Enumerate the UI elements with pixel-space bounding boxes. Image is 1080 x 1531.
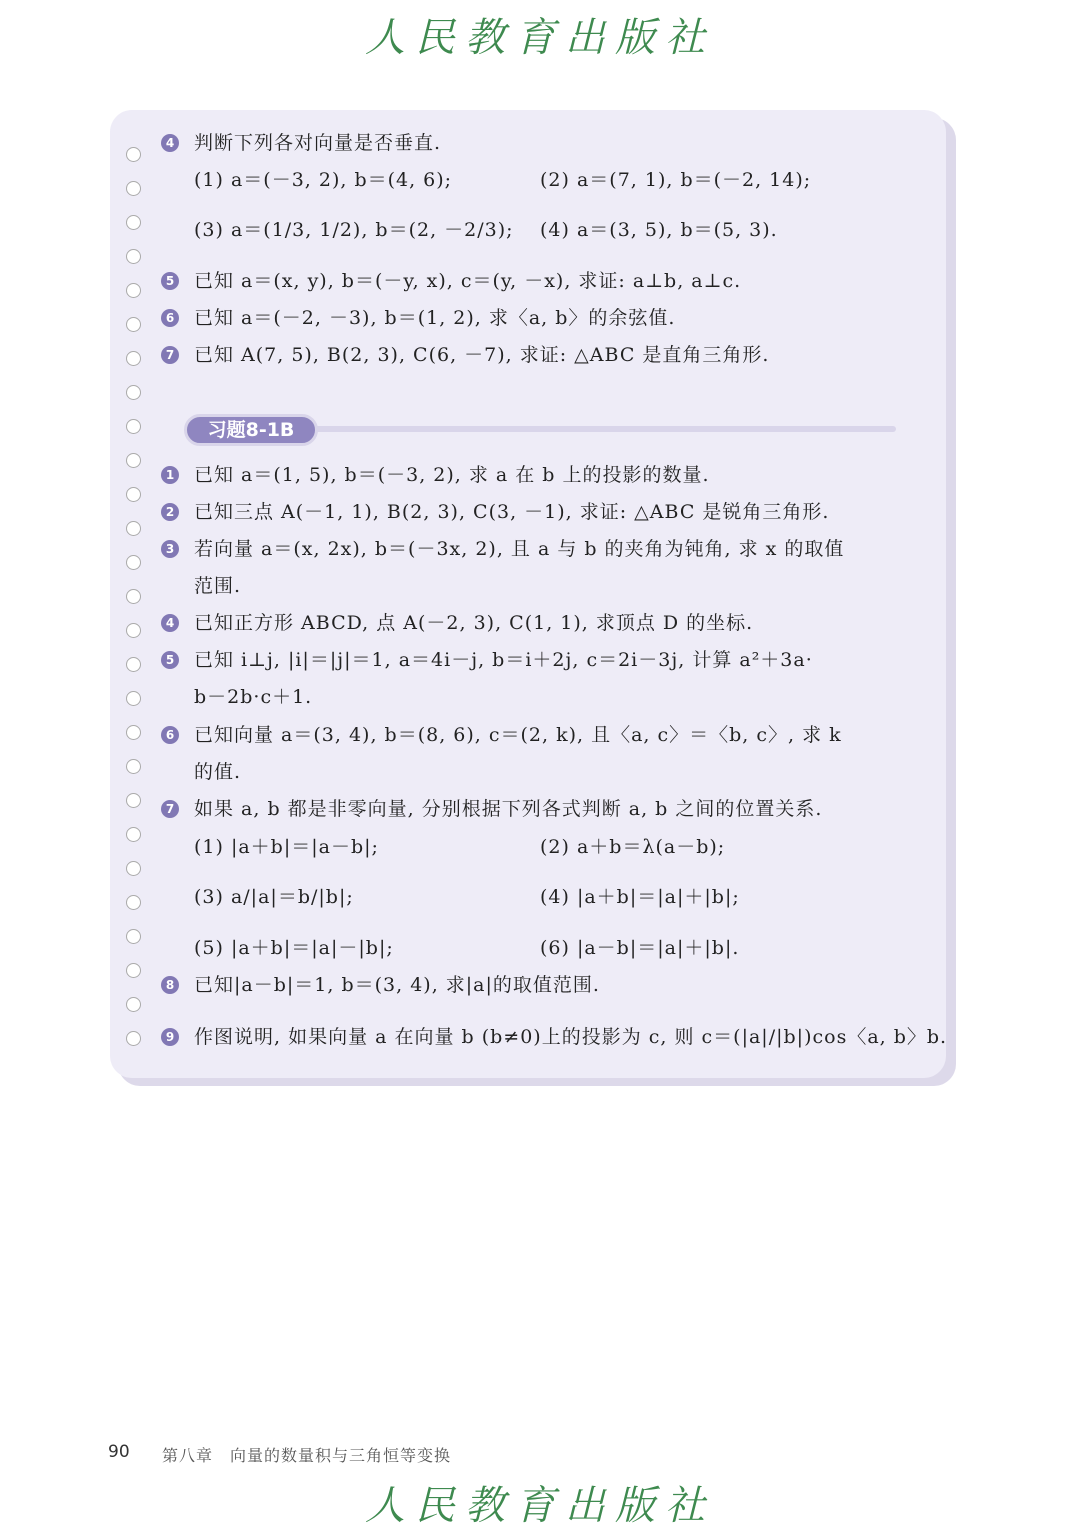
binder-ring (126, 283, 141, 298)
exercise-item: 已知 a＝(x, y), b＝(－y, x), c＝(y, －x), 求证: a⊥b, a⊥c. (194, 270, 742, 292)
sub-item: (1) |a＋b|＝|a－b|; (194, 836, 379, 858)
exercise-item: 已知 A(7, 5), B(2, 3), C(6, －7), 求证: △ABC 是直角三角形. (194, 344, 770, 366)
sub-item: (5) |a＋b|＝|a|－|b|; (194, 937, 394, 959)
binder-ring (126, 215, 141, 230)
exercise-item: 已知 i⊥j, |i|＝|j|＝1, a＝4i－j, b＝i＋2j, c＝2i－3j, 计算 a²＋3a· (194, 649, 813, 671)
item-number-badge: 6 (161, 726, 179, 744)
binder-ring (126, 691, 141, 706)
exercise-item: 已知 a＝(1, 5), b＝(－3, 2), 求 a 在 b 上的投影的数量. (194, 464, 710, 486)
exercise-item: 判断下列各对向量是否垂直. (194, 132, 442, 154)
binder-ring (126, 249, 141, 264)
item-number-badge: 5 (161, 272, 179, 290)
publisher-logo-top: 人民教育出版社 (365, 15, 715, 61)
sub-item: (2) a＋b＝λ(a－b); (540, 836, 726, 858)
binder-ring (126, 521, 141, 536)
publisher-logo-bottom: 人民教育出版社 (365, 1483, 715, 1529)
binder-ring (126, 1031, 141, 1046)
binder-ring (126, 827, 141, 842)
item-number-badge: 2 (161, 503, 179, 521)
sub-item: (2) a＝(7, 1), b＝(－2, 14); (540, 169, 812, 191)
item-number-badge: 5 (161, 651, 179, 669)
binder-ring (126, 385, 141, 400)
exercise-item: 若向量 a＝(x, 2x), b＝(－3x, 2), 且 a 与 b 的夹角为钝角, 求 x 的取值 (194, 538, 845, 560)
binder-ring (126, 419, 141, 434)
exercise-item: 已知|a－b|＝1, b＝(3, 4), 求|a|的取值范围. (194, 974, 600, 996)
section-title: 习题8-1B (184, 414, 318, 446)
item-number-badge: 9 (161, 1028, 179, 1046)
binder-ring (126, 317, 141, 332)
binder-ring (126, 453, 141, 468)
binder-ring (126, 929, 141, 944)
sub-item: (4) a＝(3, 5), b＝(5, 3). (540, 219, 778, 241)
exercise-item: 已知三点 A(－1, 1), B(2, 3), C(3, －1), 求证: △ABC 是锐角三角形. (194, 501, 830, 523)
binder-ring (126, 759, 141, 774)
binder-ring (126, 351, 141, 366)
item-number-badge: 6 (161, 309, 179, 327)
sub-item: (3) a/|a|＝b/|b|; (194, 886, 354, 908)
exercise-item: 已知向量 a＝(3, 4), b＝(8, 6), c＝(2, k), 且〈a, c〉＝〈b, c〉, 求 k (194, 724, 842, 746)
binder-ring (126, 623, 141, 638)
exercise-item-continuation: b－2b·c＋1. (194, 686, 313, 708)
exercise-item: 作图说明, 如果向量 a 在向量 b (b≠0)上的投影为 c, 则 c＝(|a|/|b|)cos〈a, b〉b. (194, 1026, 948, 1048)
binder-ring (126, 895, 141, 910)
exercise-item-continuation: 的值. (194, 761, 242, 783)
item-number-badge: 4 (161, 134, 179, 152)
item-number-badge: 7 (161, 800, 179, 818)
sub-item: (1) a＝(－3, 2), b＝(4, 6); (194, 169, 453, 191)
item-number-badge: 8 (161, 976, 179, 994)
sub-item: (3) a＝(1/3, 1/2), b＝(2, －2/3); (194, 219, 514, 241)
binder-ring (126, 181, 141, 196)
sub-item: (6) |a－b|＝|a|＋|b|. (540, 937, 740, 959)
chapter-title: 第八章 向量的数量积与三角恒等变换 (162, 1446, 452, 1465)
binder-ring (126, 147, 141, 162)
exercise-item-continuation: 范围. (194, 575, 242, 597)
binder-ring (126, 963, 141, 978)
item-number-badge: 1 (161, 466, 179, 484)
sub-item: (4) |a＋b|＝|a|＋|b|; (540, 886, 740, 908)
binder-ring (126, 657, 141, 672)
binder-ring (126, 555, 141, 570)
binder-ring (126, 725, 141, 740)
exercise-item: 如果 a, b 都是非零向量, 分别根据下列各式判断 a, b 之间的位置关系. (194, 798, 823, 820)
item-number-badge: 7 (161, 346, 179, 364)
binder-ring (126, 861, 141, 876)
exercise-item: 已知正方形 ABCD, 点 A(－2, 3), C(1, 1), 求顶点 D 的坐标. (194, 612, 754, 634)
item-number-badge: 4 (161, 614, 179, 632)
binder-ring (126, 589, 141, 604)
binder-ring (126, 487, 141, 502)
section-divider (300, 426, 896, 432)
binder-ring (126, 997, 141, 1012)
item-number-badge: 3 (161, 540, 179, 558)
exercise-item: 已知 a＝(－2, －3), b＝(1, 2), 求〈a, b〉的余弦值. (194, 307, 676, 329)
page-number: 90 (108, 1442, 130, 1462)
binder-ring (126, 793, 141, 808)
